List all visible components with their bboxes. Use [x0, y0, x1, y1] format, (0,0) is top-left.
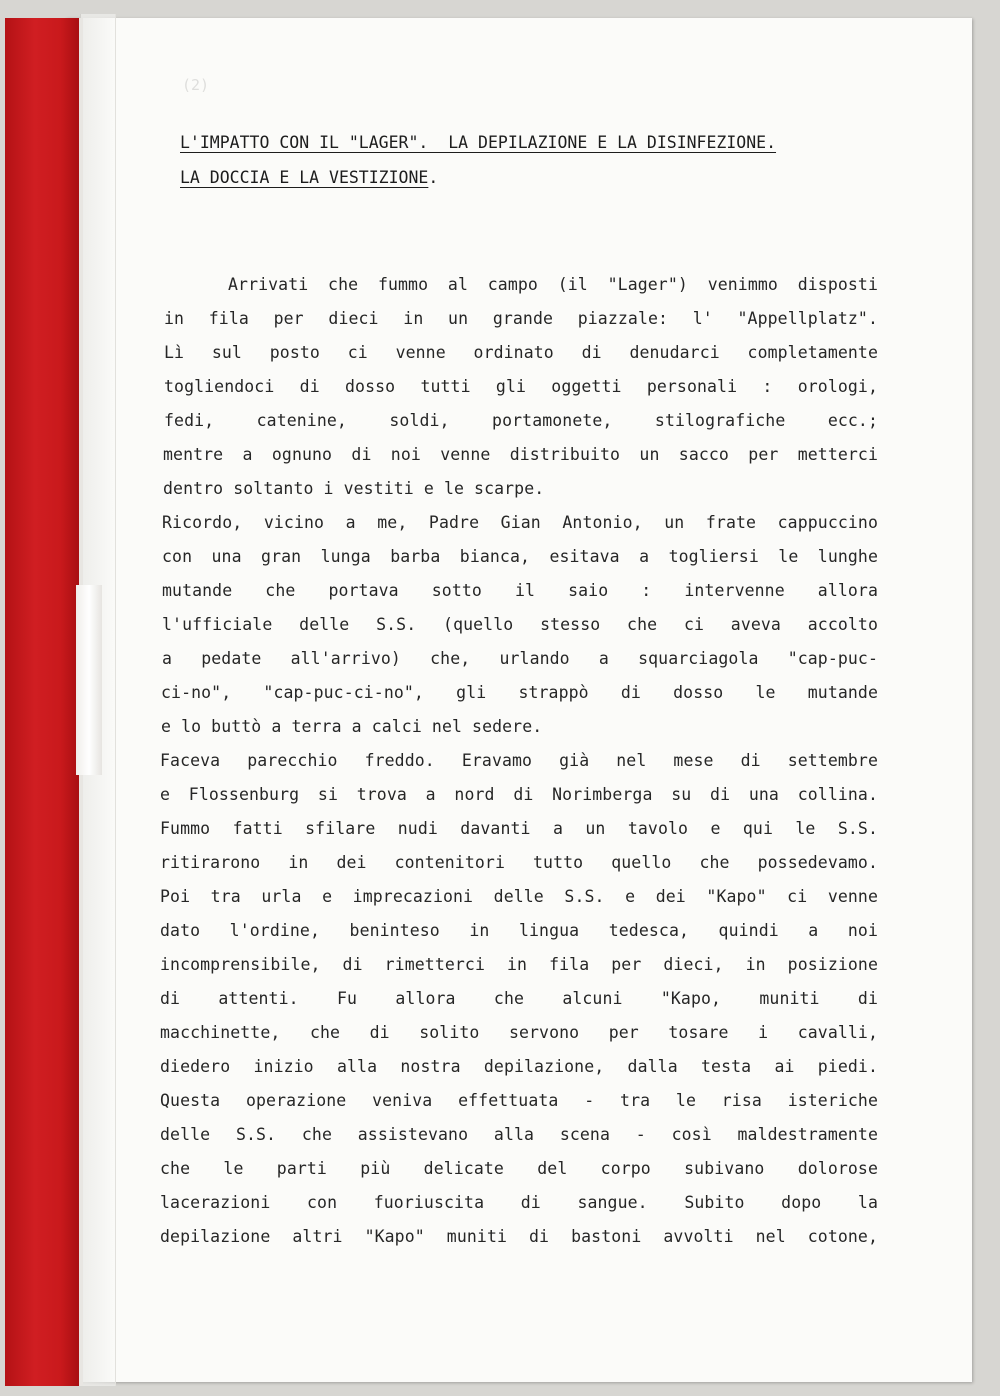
text-line: fedi, catenine, soldi, portamonete, stilografiche ecc.;	[164, 411, 878, 430]
text-line: diedero inizio alla nostra depilazione, dalla testa ai piedi.	[160, 1057, 878, 1076]
red-binder-spine	[5, 18, 79, 1386]
text-line: mentre a ognuno di noi venne distribuito un sacco per metterci	[163, 445, 878, 464]
text-line: dato l'ordine, beninteso in lingua tedesca, quindi a noi	[160, 921, 878, 940]
text-line: l'ufficiale delle S.S. (quello stesso che ci aveva accolto	[162, 615, 878, 634]
title-line-2-period: .	[428, 168, 439, 187]
text-line: togliendoci di dosso tutti gli oggetti personali : orologi,	[164, 377, 878, 396]
text-line: ci-no", "cap-puc-ci-no", gli strappò di dosso le mutande	[161, 683, 878, 702]
text-line: ritirarono in dei contenitori tutto quello che possedevamo.	[160, 853, 878, 872]
text-line: di attenti. Fu allora che alcuni "Kapo, muniti di	[160, 989, 878, 1008]
body-text	[160, 268, 878, 1254]
title-line-2-text: LA DOCCIA E LA VESTIZIONE	[180, 168, 429, 187]
text-line: Lì sul posto ci venne ordinato di denudarci completamente	[164, 343, 878, 362]
binder-reflection	[76, 585, 102, 775]
text-line: Ricordo, vicino a me, Padre Gian Antonio, un frate cappuccino	[162, 513, 878, 532]
title-line-1: L'IMPATTO CON IL "LAGER". LA DEPILAZIONE E LA DISINFEZIONE.	[180, 133, 777, 152]
text-line: Faceva parecchio freddo. Eravamo già nel mese di settembre	[160, 751, 878, 770]
text-line: Poi tra urla e imprecazioni delle S.S. e dei "Kapo" ci venne	[160, 887, 878, 906]
text-line: e lo buttò a terra a calci nel sedere.	[161, 717, 543, 736]
text-line: dentro soltanto i vestiti e le scarpe.	[163, 479, 545, 498]
text-line: Questa operazione veniva effettuata - tra le risa isteriche	[160, 1091, 878, 1110]
text-line: Fummo fatti sfilare nudi davanti a un tavolo e qui le S.S.	[160, 819, 878, 838]
text-line: mutande che portava sotto il saio : intervenne allora	[162, 581, 878, 600]
text-line: con una gran lunga barba bianca, esitava a togliersi le lunghe	[162, 547, 878, 566]
page-marker: (2)	[182, 76, 210, 94]
text-line: macchinette, che di solito servono per tosare i cavalli,	[160, 1023, 878, 1042]
text-line: delle S.S. che assistevano alla scena - così maldestramente	[160, 1125, 878, 1144]
text-line: lacerazioni con fuoriuscita di sangue. Subito dopo la	[160, 1193, 878, 1212]
title-line-2	[180, 168, 438, 187]
text-line: incomprensibile, di rimetterci in fila per dieci, in posizione	[160, 955, 878, 974]
text-line: che le parti più delicate del corpo subivano dolorose	[160, 1159, 878, 1178]
text-line: Arrivati che fummo al campo (il "Lager") venimmo disposti	[228, 275, 878, 294]
text-line: e Flossenburg si trova a nord di Norimberga su di una collina.	[160, 785, 878, 804]
text-line: a pedate all'arrivo) che, urlando a squarciagola "cap-puc-	[162, 649, 878, 668]
text-line: in fila per dieci in un grande piazzale: l' "Appellplatz".	[164, 309, 878, 328]
text-line: depilazione altri "Kapo" muniti di bastoni avvolti nel cotone,	[160, 1227, 878, 1246]
